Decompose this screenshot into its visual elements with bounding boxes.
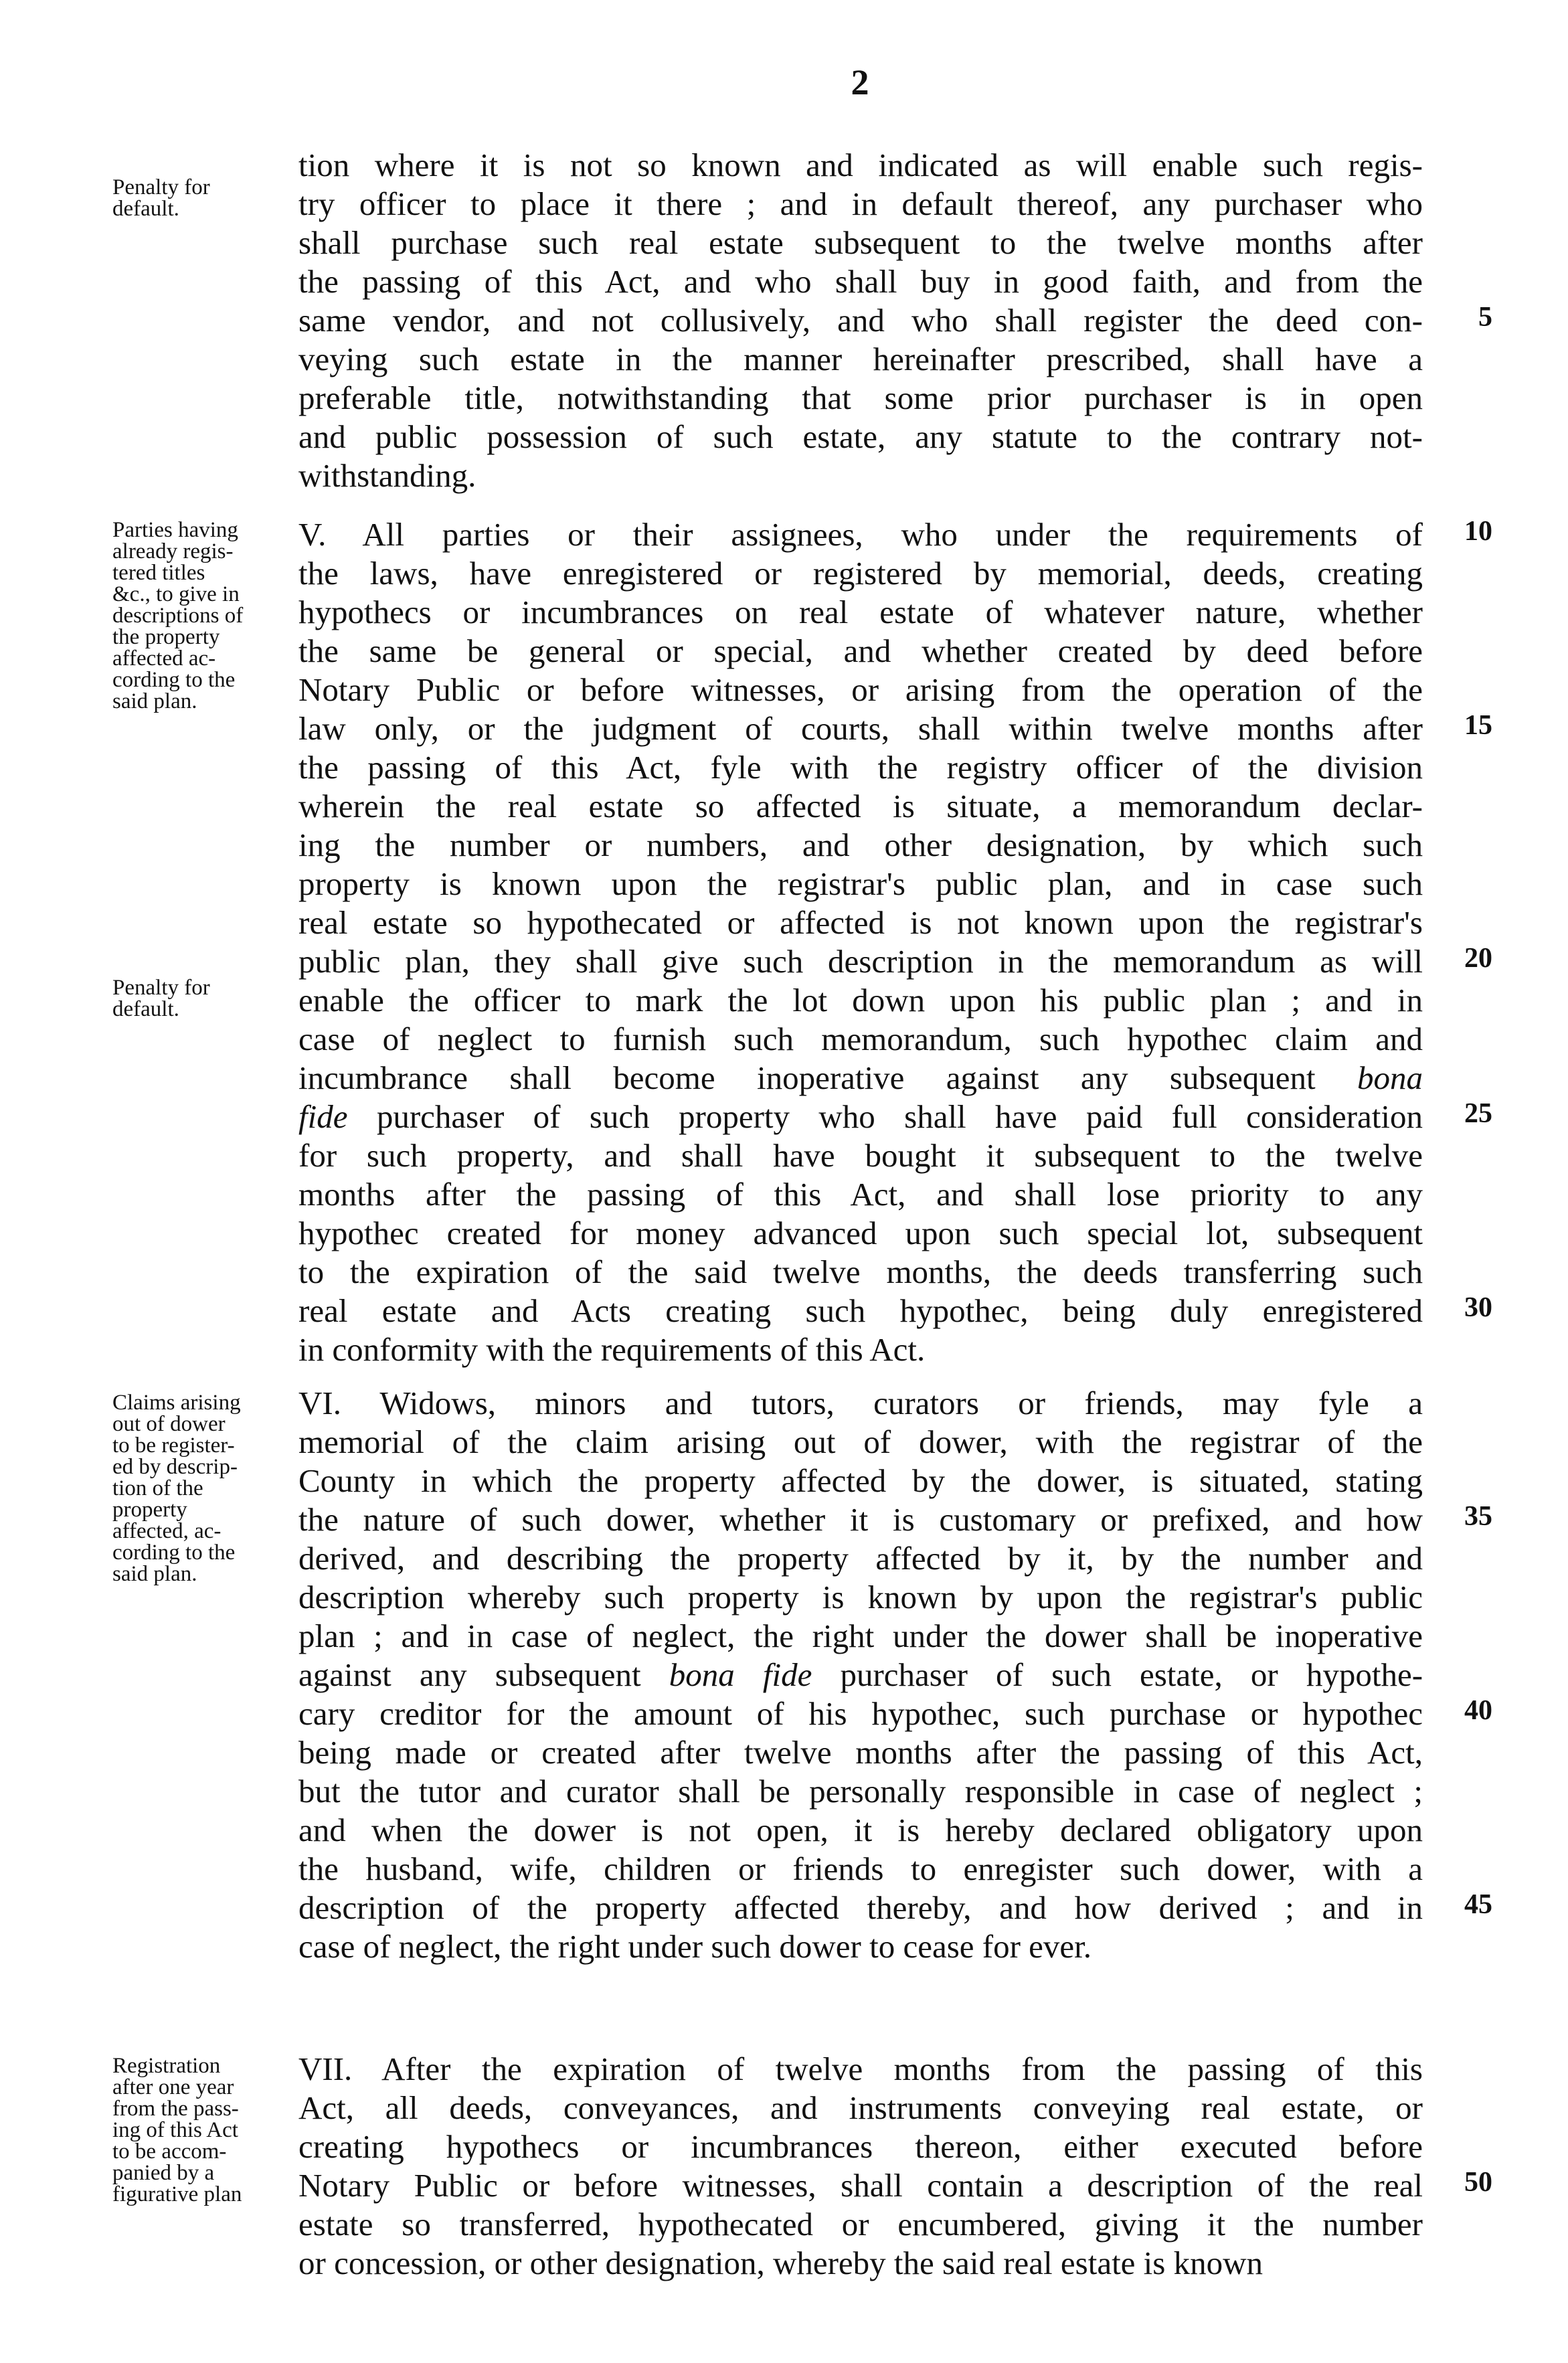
text-line: enable the officer to mark the lot down upon his public plan ; and in bbox=[298, 982, 1423, 1019]
text-line: law only, or the judgment of courts, shall within twelve months after bbox=[298, 710, 1423, 747]
text-line: the laws, have enregistered or registered by memorial, deeds, creating bbox=[298, 555, 1423, 592]
page-number: 2 bbox=[851, 62, 869, 102]
text-line: real estate so hypothecated or affected is not known upon the registrar's bbox=[298, 904, 1423, 941]
text-line: try officer to place it there ; and in default thereof, any purchaser who bbox=[298, 185, 1423, 222]
text-line: incumbrance shall become inoperative against any subsequent bona bbox=[298, 1059, 1423, 1096]
text-line: property is known upon the registrar's public plan, and in case such bbox=[298, 865, 1423, 902]
text-line: hypothecs or incumbrances on real estate of whatever nature, whether bbox=[298, 594, 1423, 630]
line-number: 30 bbox=[1464, 1292, 1492, 1323]
text-line: the passing of this Act, and who shall buy in good faith, and from the bbox=[298, 263, 1423, 300]
text-line: estate so transferred, hypothecated or encumbered, giving it the number bbox=[298, 2206, 1423, 2243]
text-line: case of neglect to furnish such memorandum, such hypothec claim and bbox=[298, 1021, 1423, 1057]
text-line: Act, all deeds, conveyances, and instruments conveying real estate, or bbox=[298, 2089, 1423, 2126]
text-line: hypothec created for money advanced upon such special lot, subsequent bbox=[298, 1215, 1423, 1251]
section-body bbox=[298, 1384, 1423, 1966]
text-line: cary creditor for the amount of his hypothec, such purchase or hypothec bbox=[298, 1695, 1423, 1732]
text-line: V. All parties or their assignees, who under the requirements of bbox=[298, 516, 1423, 553]
text-line: the husband, wife, children or friends to enregister such dower, with a bbox=[298, 1850, 1423, 1887]
text-line: VI. Widows, minors and tutors, curators or friends, may fyle a bbox=[298, 1385, 1423, 1421]
line-number: 15 bbox=[1464, 710, 1492, 741]
line-number: 5 bbox=[1478, 302, 1492, 333]
text-line: same vendor, and not collusively, and who shall register the deed con- bbox=[298, 302, 1423, 339]
margin-note: Penalty for default. bbox=[112, 976, 210, 1021]
text-line: to the expiration of the said twelve months, the deeds transferring such bbox=[298, 1253, 1423, 1290]
text-line: Notary Public or before witnesses, shall contain a description of the real bbox=[298, 2167, 1423, 2204]
text-line: or concession, or other designation, whereby the said real estate is known bbox=[298, 2245, 1264, 2281]
line-number: 40 bbox=[1464, 1695, 1492, 1726]
text-line: shall purchase such real estate subsequent to the twelve months after bbox=[298, 224, 1423, 261]
margin-note: Parties having already regis- tered titles &c., to give in descriptions of the property affected ac- cording to the said plan. bbox=[112, 518, 244, 713]
text-line: the nature of such dower, whether it is customary or prefixed, and how bbox=[298, 1501, 1423, 1538]
text-line: but the tutor and curator shall be personally responsible in case of neglect ; bbox=[298, 1773, 1423, 1810]
text-line: County in which the property affected by the dower, is situated, stating bbox=[298, 1462, 1423, 1499]
text-line: and public possession of such estate, any statute to the contrary not- bbox=[298, 418, 1423, 455]
text-line: derived, and describing the property affected by it, by the number and bbox=[298, 1540, 1423, 1577]
text-line: description whereby such property is known by upon the registrar's public bbox=[298, 1579, 1423, 1615]
text-line: fide purchaser of such property who shall have paid full consideration bbox=[298, 1098, 1423, 1135]
text-line: months after the passing of this Act, and shall lose priority to any bbox=[298, 1176, 1423, 1213]
text-line: ing the number or numbers, and other designation, by which such bbox=[298, 826, 1423, 863]
section-body bbox=[298, 2050, 1423, 2283]
section-body bbox=[298, 146, 1423, 495]
text-line: case of neglect, the right under such dower to cease for ever. bbox=[298, 1928, 1092, 1965]
text-line: and when the dower is not open, it is hereby declared obligatory upon bbox=[298, 1812, 1423, 1848]
line-number: 25 bbox=[1464, 1098, 1492, 1129]
margin-note: Registration after one year from the pass- ing of this Act to be accom- panied by a figurative plan bbox=[112, 2054, 242, 2206]
text-line: wherein the real estate so affected is situate, a memorandum declar- bbox=[298, 788, 1423, 824]
line-number: 45 bbox=[1464, 1889, 1492, 1920]
text-line: Notary Public or before witnesses, or arising from the operation of the bbox=[298, 671, 1423, 708]
text-line: plan ; and in case of neglect, the right under the dower shall be inoperative bbox=[298, 1617, 1423, 1654]
section-body bbox=[298, 515, 1423, 1369]
margin-note: Penalty for default. bbox=[112, 175, 210, 221]
text-line: real estate and Acts creating such hypothec, being duly enregistered bbox=[298, 1292, 1423, 1329]
margin-note: Claims arising out of dower to be register- ed by descrip- tion of the property affected, ac- cording to the said plan. bbox=[112, 1391, 241, 1586]
text-line: the passing of this Act, fyle with the registry officer of the division bbox=[298, 749, 1423, 786]
text-line: for such property, and shall have bought it subsequent to the twelve bbox=[298, 1137, 1423, 1174]
line-number: 20 bbox=[1464, 943, 1492, 974]
text-line: the same be general or special, and whether created by deed before bbox=[298, 632, 1423, 669]
text-line: creating hypothecs or incumbrances thereon, either executed before bbox=[298, 2128, 1423, 2165]
line-number: 10 bbox=[1464, 516, 1492, 547]
text-line: withstanding. bbox=[298, 457, 476, 494]
text-line: against any subsequent bona fide purchaser of such estate, or hypothe- bbox=[298, 1656, 1423, 1693]
text-line: in conformity with the requirements of this Act. bbox=[298, 1331, 926, 1368]
text-line: description of the property affected thereby, and how derived ; and in bbox=[298, 1889, 1423, 1926]
text-line: public plan, they shall give such description in the memorandum as will bbox=[298, 943, 1423, 980]
text-line: memorial of the claim arising out of dower, with the registrar of the bbox=[298, 1423, 1423, 1460]
text-line: preferable title, notwithstanding that some prior purchaser is in open bbox=[298, 379, 1423, 416]
text-line: tion where it is not so known and indicated as will enable such regis- bbox=[298, 147, 1423, 183]
text-line: veying such estate in the manner hereinafter prescribed, shall have a bbox=[298, 341, 1423, 377]
text-line: being made or created after twelve months after the passing of this Act, bbox=[298, 1734, 1423, 1771]
line-number: 50 bbox=[1464, 2167, 1492, 2198]
text-line: VII. After the expiration of twelve months from the passing of this bbox=[298, 2050, 1423, 2087]
line-number: 35 bbox=[1464, 1501, 1492, 1532]
